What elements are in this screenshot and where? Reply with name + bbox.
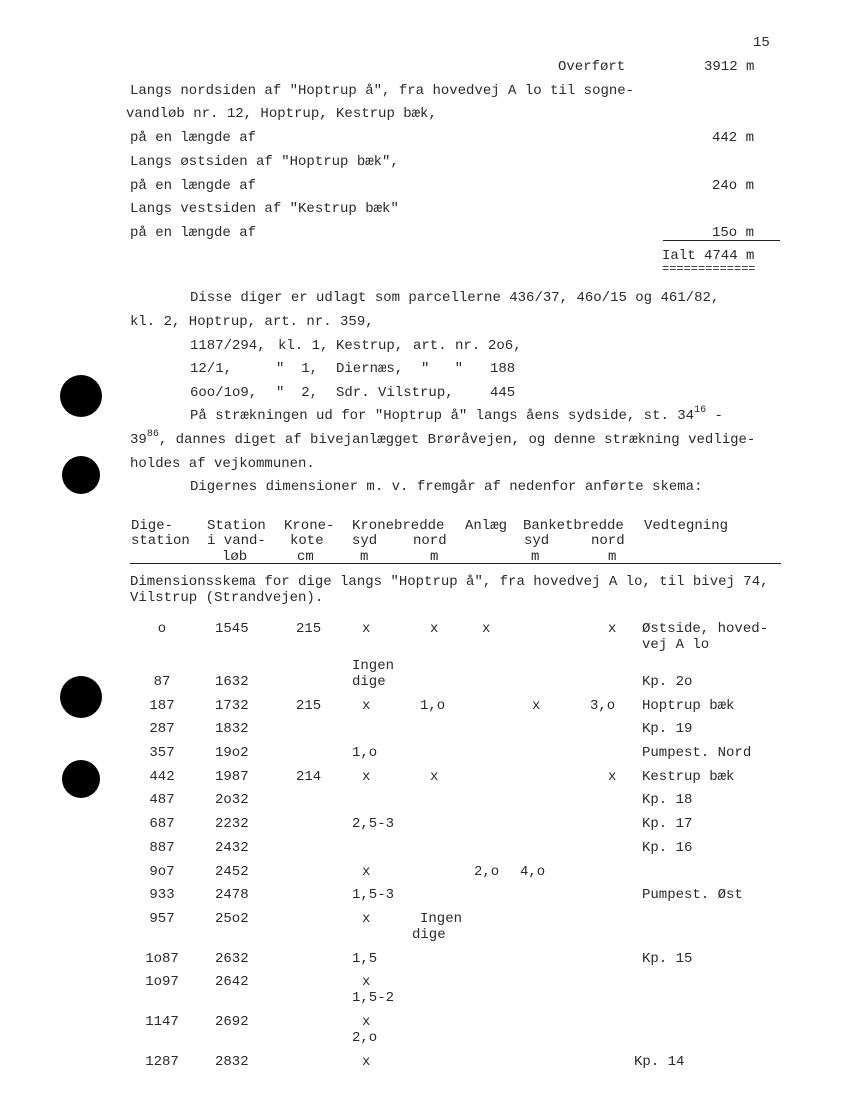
cell-dige: o [157,621,167,637]
parcel-artnr: 2o6, [488,338,522,354]
binder-hole [60,676,102,718]
parcel-artnr: 445 [490,385,516,401]
station-superscript: 86 [146,429,159,440]
length-value: 15o m [712,225,755,241]
cell-note: Østside, hoved- [642,621,769,637]
parcel-number: 12/1, [190,361,233,377]
strech-line: På strækningen ud for "Hoptrup å" langs åens sydside, st. $34^{16}$ - [190,405,723,424]
cell-note: Kp. 2o [642,674,693,690]
cell-ks: x [362,621,371,637]
header-vstation: Station [207,518,266,534]
cell-stat: 2232 [215,816,249,832]
cell-note: Kp. 15 [642,951,693,967]
cell-stat: 2478 [215,887,249,903]
cell-ks2: 2,o [352,1030,378,1046]
length-line: Langs vestsiden af "Kestrup bæk" [130,201,399,217]
cell-stat: 2o32 [215,792,249,808]
cell-kote: 215 [296,621,322,637]
header-kote: cm [297,549,314,565]
length-line: på en længde af [130,225,257,241]
page-number: 15 [753,35,770,51]
length-value: 24o m [712,178,755,194]
cell-ks: 1,o [352,745,378,761]
cell-dige: 187 [149,698,175,714]
parcel-klasse: " 1, [276,361,319,377]
parcel-first: kl. 2, Hoptrup, art. nr. 359, [130,314,374,330]
cell-kote: 214 [296,769,322,785]
cell-dige: 357 [149,745,175,761]
parcel-klasse: kl. 1, [278,338,329,354]
cell-ks: x [362,698,371,714]
cell-note: Kp. 18 [642,792,693,808]
cell-note: Kp. 14 [634,1054,685,1070]
length-line: Langs nordsiden af "Hoptrup å", fra hovedvej A lo til sogne- [130,83,635,99]
cell-stat: 19o2 [215,745,249,761]
length-value: 442 m [712,130,755,146]
header-station: station [131,533,190,549]
header-dige: Dige- [131,518,174,534]
header-unit: m [531,549,540,565]
sum-rule [663,240,780,241]
cell-stat: 2642 [215,974,249,990]
parcel-number: 6oo/1o9, [190,385,258,401]
cell-dige: 1o87 [145,951,179,967]
cell-bs: 4,o [520,864,546,880]
table-caption: Dimensionsskema for dige langs "Hoptrup å", fra hovedvej A lo, til bivej 74, [130,574,769,590]
cell-ks: x [362,974,371,990]
cell-note: Pumpest. Øst [642,887,743,903]
cell-kote: 215 [296,698,322,714]
header-syd: syd [352,533,378,549]
length-line: vandløb nr. 12, Hoptrup, Kestrup bæk, [126,106,437,122]
cell-an: x [482,621,491,637]
parcel-art: " " [421,361,464,377]
parcel-klasse: " 2, [276,385,319,401]
header-kote: kote [290,533,324,549]
cell-dige: 957 [149,911,175,927]
cell-ks2: dige [352,674,386,690]
parcel-number: 1187/294, [190,338,266,354]
cell-kn: Ingen [420,911,463,927]
cell-dige: 442 [149,769,175,785]
header-anlaeg: Anlæg [465,518,508,534]
cell-stat: 1832 [215,721,249,737]
cell-kn: x [430,769,439,785]
cell-ks2: 1,5-2 [352,990,395,1006]
header-nord: nord [413,533,447,549]
cell-stat: 2632 [215,951,249,967]
cell-bs: x [532,698,541,714]
cell-bn: x [608,769,617,785]
length-line: Langs østsiden af "Hoptrup bæk", [130,154,399,170]
cell-dige: 87 [153,674,171,690]
table-caption: Vilstrup (Strandvejen). [130,590,324,606]
cell-ks: 1,5-3 [352,887,395,903]
cell-stat: 1987 [215,769,249,785]
header-nord: nord [591,533,625,549]
cell-dige: 9o7 [149,864,175,880]
cell-stat: 1732 [215,698,249,714]
total: Ialt 4744 m [662,248,755,264]
parcel-town: Sdr. Vilstrup, [336,385,454,401]
cell-dige: 933 [149,887,175,903]
cell-dige: 1287 [145,1054,179,1070]
parcel-town: Diernæs, [336,361,404,377]
header-vstation: i vand- [207,533,266,549]
length-line: på en længde af [130,130,257,146]
cell-ks: x [362,864,371,880]
cell-dige: 287 [149,721,175,737]
dims-intro: Digernes dimensioner m. v. fremgår af nedenfor anførte skema: [190,479,703,495]
cell-dige: 1147 [145,1014,179,1030]
header-kote: Krone- [284,518,335,534]
cell-note: Kestrup bæk [642,769,735,785]
header-vstation: løb [222,549,248,565]
parcel-town: Kestrup, [336,338,404,354]
parcel-artnr: 188 [490,361,516,377]
cell-ks: x [362,1014,371,1030]
parcel-intro: Disse diger er udlagt som parcellerne 436/37, 46o/15 og 461/82, [190,290,720,306]
header-banketbredde: Banketbredde [523,518,624,534]
binder-hole [62,760,100,798]
strech-line: $39^{86}$, dannes diget af bivejanlægget Brøråvejen, og denne strækning vedlige- [130,429,756,448]
binder-hole [62,456,100,494]
header-syd: syd [524,533,550,549]
total-double-underline: ============= [662,262,756,276]
cell-kn: x [430,621,439,637]
cell-stat: 2432 [215,840,249,856]
station-superscript: 16 [694,405,707,416]
header-kronebredde: Kronebredde [352,518,445,534]
cell-dige: 887 [149,840,175,856]
cell-ks: x [362,769,371,785]
cell-ks: 2,5-3 [352,816,395,832]
cell-dige: 487 [149,792,175,808]
cell-stat: 1545 [215,621,249,637]
cell-stat: 1632 [215,674,249,690]
cell-dige: 1o97 [145,974,179,990]
cell-stat: 25o2 [215,911,249,927]
cell-kn: 1,o [420,698,446,714]
cell-ks: 1,5 [352,951,378,967]
cell-note: Kp. 19 [642,721,693,737]
cell-bn: x [608,621,617,637]
cell-note: Kp. 17 [642,816,693,832]
cell-kn2: dige [412,927,446,943]
header-rule [130,563,781,564]
carried-value: 3912 m [704,59,755,75]
header-unit: m [608,549,617,565]
cell-ks: x [362,1054,371,1070]
cell-ks: x [362,911,371,927]
cell-an: 2,o [474,864,500,880]
cell-stat: 2832 [215,1054,249,1070]
cell-stat: 2452 [215,864,249,880]
cell-bn: 3,o [590,698,616,714]
cell-note2: vej A lo [642,637,710,653]
strech-line: holdes af vejkommunen. [130,456,315,472]
length-line: på en længde af [130,178,257,194]
header-vedtegning: Vedtegning [644,518,729,534]
cell-note: Hoptrup bæk [642,698,735,714]
header-unit: m [360,549,369,565]
cell-stat: 2692 [215,1014,249,1030]
cell-note: Pumpest. Nord [642,745,752,761]
carried-label: Overført [558,59,626,75]
binder-hole [60,375,102,417]
cell-dige: 687 [149,816,175,832]
parcel-art: art. nr. [413,338,481,354]
cell-note: Kp. 16 [642,840,693,856]
cell-ks: Ingen [352,658,395,674]
header-unit: m [430,549,439,565]
